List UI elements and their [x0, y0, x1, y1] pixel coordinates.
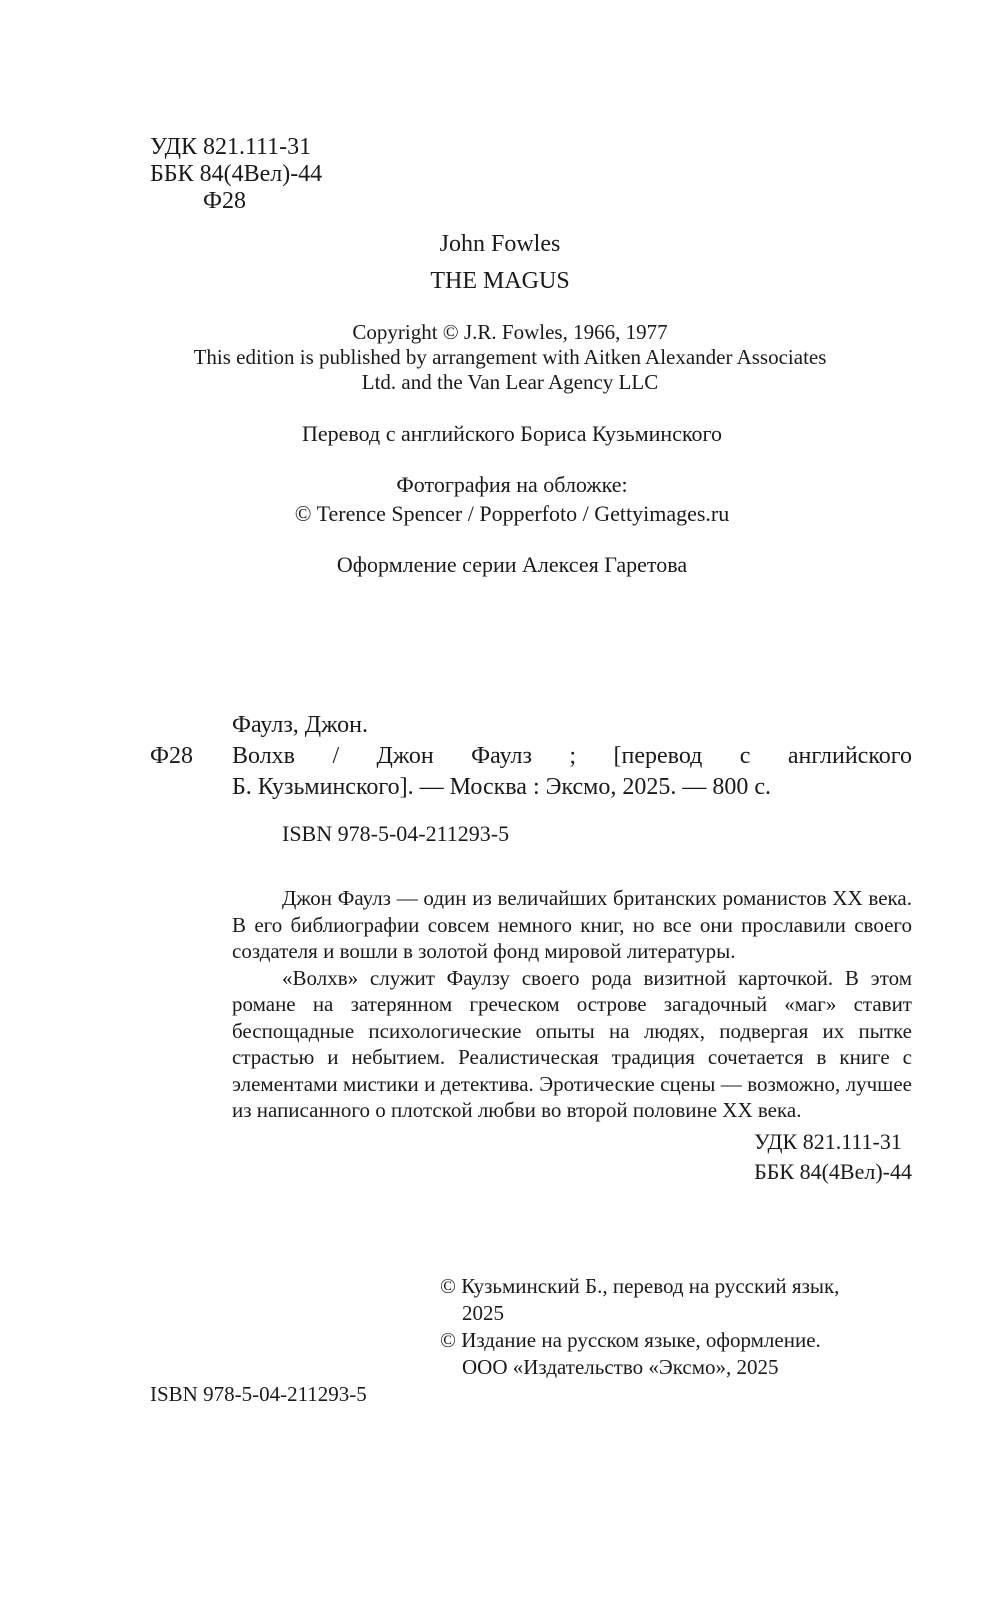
cover-photo-credit: © Terence Spencer / Popperfoto / Gettyimages.ru [294, 501, 730, 526]
translation-credit: Перевод с английского Бориса Кузьминского [302, 421, 722, 446]
catalog-author-heading: Фаулз, Джон. [232, 712, 368, 738]
bottom-isbn: ISBN 978-5-04-211293-5 [150, 1382, 367, 1406]
catalog-udk [754, 1128, 912, 1185]
annotation-paragraph: «Волхв» служит Фаулзу своего рода визитной карточкой. В этом романе на затерянном греческом острове загадочный «маг» ставит беспощадные психологические опыты на людях, подвергая их пытке страстью и небытием. Реалистическая традиция сочетается в книге с элементами мистики и детектива. Эротические сцены — возможно, лучшее из написанного о плотской любви во второй половине XX века. [232, 965, 912, 1122]
annotation [232, 885, 912, 1124]
original-title: THE MAGUS [430, 268, 570, 294]
bbk-code: ББК 84(4Вел)-44 [150, 161, 323, 187]
cover-photo-label: Фотография на обложке: [396, 472, 628, 497]
catalog-bbk-text: ББК 84(4Вел)-44 [754, 1159, 912, 1184]
copyright-translation-line-2: 2025 [462, 1301, 504, 1325]
copyright-edition-line-1: © Издание на русском языке, оформление. [440, 1328, 821, 1352]
author-mark: Ф28 [203, 188, 246, 214]
copyright-translation-line-1: © Кузьминский Б., перевод на русский язык, [440, 1274, 840, 1298]
catalog-mark: Ф28 [150, 743, 193, 769]
series-design-credit: Оформление серии Алексея Гаретова [336, 552, 688, 577]
arrangement-line-1: This edition is published by arrangement with Aitken Alexander Associates [193, 345, 827, 369]
udk-code: УДК 821.111-31 [150, 134, 312, 160]
copyright-edition-line-2: ООО «Издательство «Эксмо», 2025 [462, 1355, 779, 1379]
arrangement-line-2: Ltd. and the Van Lear Agency LLC [361, 370, 659, 394]
catalog-description-line-2: Б. Кузьминского]. — Москва : Эксмо, 2025. — 800 с. [232, 774, 772, 800]
catalog-udk-text: УДК 821.111-31 [754, 1129, 902, 1154]
annotation-paragraph: Джон Фаулз — один из величайших британских романистов XX века. В его библиографии совсем немного книг, но все они прославили своего создателя и вошли в золотой фонд мировой литературы. [232, 886, 912, 963]
catalog-description-line-1: Волхв / Джон Фаулз ; [перевод с английского [232, 743, 912, 769]
catalog-isbn: ISBN 978-5-04-211293-5 [282, 821, 510, 846]
copyright-line: Copyright © J.R. Fowles, 1966, 1977 [352, 320, 668, 344]
original-author: John Fowles [439, 231, 561, 257]
